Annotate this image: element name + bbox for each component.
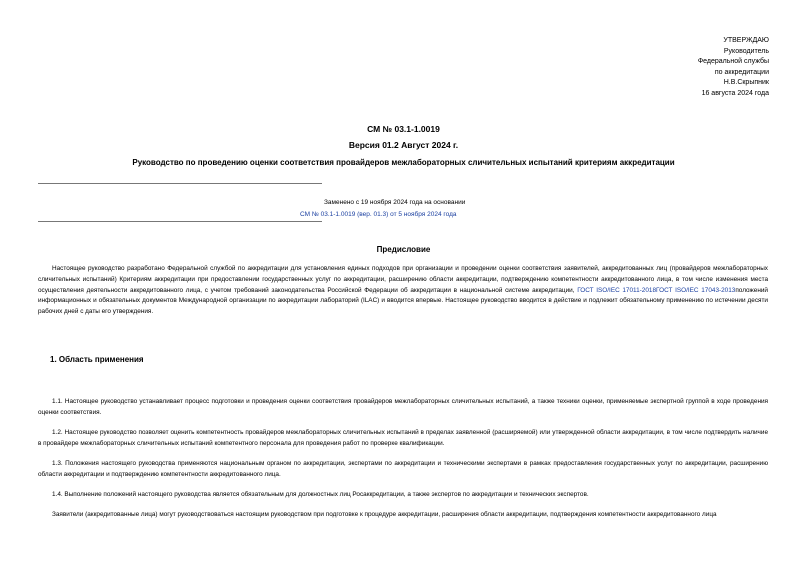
- replacement-text: Заменено с 19 ноября 2024 года на основании: [324, 199, 466, 206]
- preface-text-end: положений информационных и обязательных документов Международной организации по аккредитации лабораторий (ILAC) и вводится впервые. Настоящее руководство вводится в действие и подлежит обязательному применению по истечении десяти рабочих дней с даты его утверждения.: [38, 286, 768, 316]
- preface-text: Настоящее руководство разработано Федеральной службой по аккредитации для установления единых подходов при организации и проведении оценки соответствия заявителей, аккредитованных лиц (провайдеров межлабораторных сличительных испытаний) Критериям аккредитации при предоставлении государственных услуг по аккредитации, расширению области аккредитации, подтверждению компетентности аккредитованного лица, в том числе изменения места осуществления деятельности аккредитованного лица, с учетом требований законодательства Российской Федерации об аккредитации в национальной системе аккредитации,: [38, 265, 768, 294]
- paragraph-1-4: 1.4. Выполнение положений настоящего руководства является обязательным для должностных лиц Росаккредитации, а также экспертов по аккредитации и технических экспертов.: [52, 491, 589, 498]
- paragraph-applicants: Заявители (аккредитованные лица) могут руководствоваться настоящим руководством при подготовке к процедуре аккредитации, расширения области аккредитации, подтверждения компетентности аккредитованного лица: [52, 511, 717, 518]
- approval-line: Федеральной службы: [697, 58, 769, 65]
- approval-line: 16 августа 2024 года: [701, 89, 769, 97]
- paragraph-1-2: 1.2. Настоящее руководство позволяет оценить компетентность провайдеров межлабораторных сличительных испытаний в пределах заявленной (расширяемой) или утвержденной области аккредитации, в том числе подтвердить наличие в провайдере межлабораторных сличительных испытаний компетентного персонала для проведения работ по проверке квалификации.: [38, 429, 768, 447]
- paragraph-1-3: 1.3. Положения настоящего руководства применяются национальным органом по аккредитации, экспертами по аккредитации и техническими экспертами в рамках предоставления государственных услуг по аккредитации, расширению области аккредитации и подтверждению компетентности аккредитованного лица.: [38, 460, 768, 478]
- gost-17011-link[interactable]: ГОСТ ISO/IEC 17011-2018: [577, 286, 657, 294]
- document-title: Руководство по проведению оценки соответствия провайдеров межлабораторных сличительных испытаний критериям аккредитации: [132, 158, 675, 167]
- preface-paragraph: [38, 264, 768, 318]
- approval-block: [698, 36, 769, 99]
- document-number: СМ № 03.1-1.0019: [367, 124, 440, 134]
- divider: [38, 183, 322, 184]
- approval-line: УТВЕРЖДАЮ: [723, 37, 769, 44]
- approval-line: Руководитель: [723, 47, 769, 55]
- approval-line: Н.В.Скрыпник: [723, 79, 769, 86]
- paragraph-1-1: 1.1. Настоящее руководство устанавливает процесс подготовки и проведения оценки соответствия провайдеров межлабораторных сличительных испытаний, а также техники оценки, применяемые экспертной группой в ходе проведения оценки соответствия.: [38, 398, 768, 416]
- replacement-note: [300, 197, 510, 221]
- section-heading: 1. Область применения: [50, 355, 144, 364]
- approval-line: по аккредитации: [714, 68, 769, 76]
- preface-heading: Предисловие: [376, 245, 431, 254]
- gost-17043-link[interactable]: ГОСТ ISO/IEC 17043-2013: [656, 286, 736, 294]
- document-version: Версия 01.2 Август 2024 г.: [348, 140, 459, 150]
- replacement-link[interactable]: СМ № 03.1-1.0019 (вер. 01.3) от 5 ноября 2024 года: [300, 211, 457, 218]
- divider: [38, 221, 322, 222]
